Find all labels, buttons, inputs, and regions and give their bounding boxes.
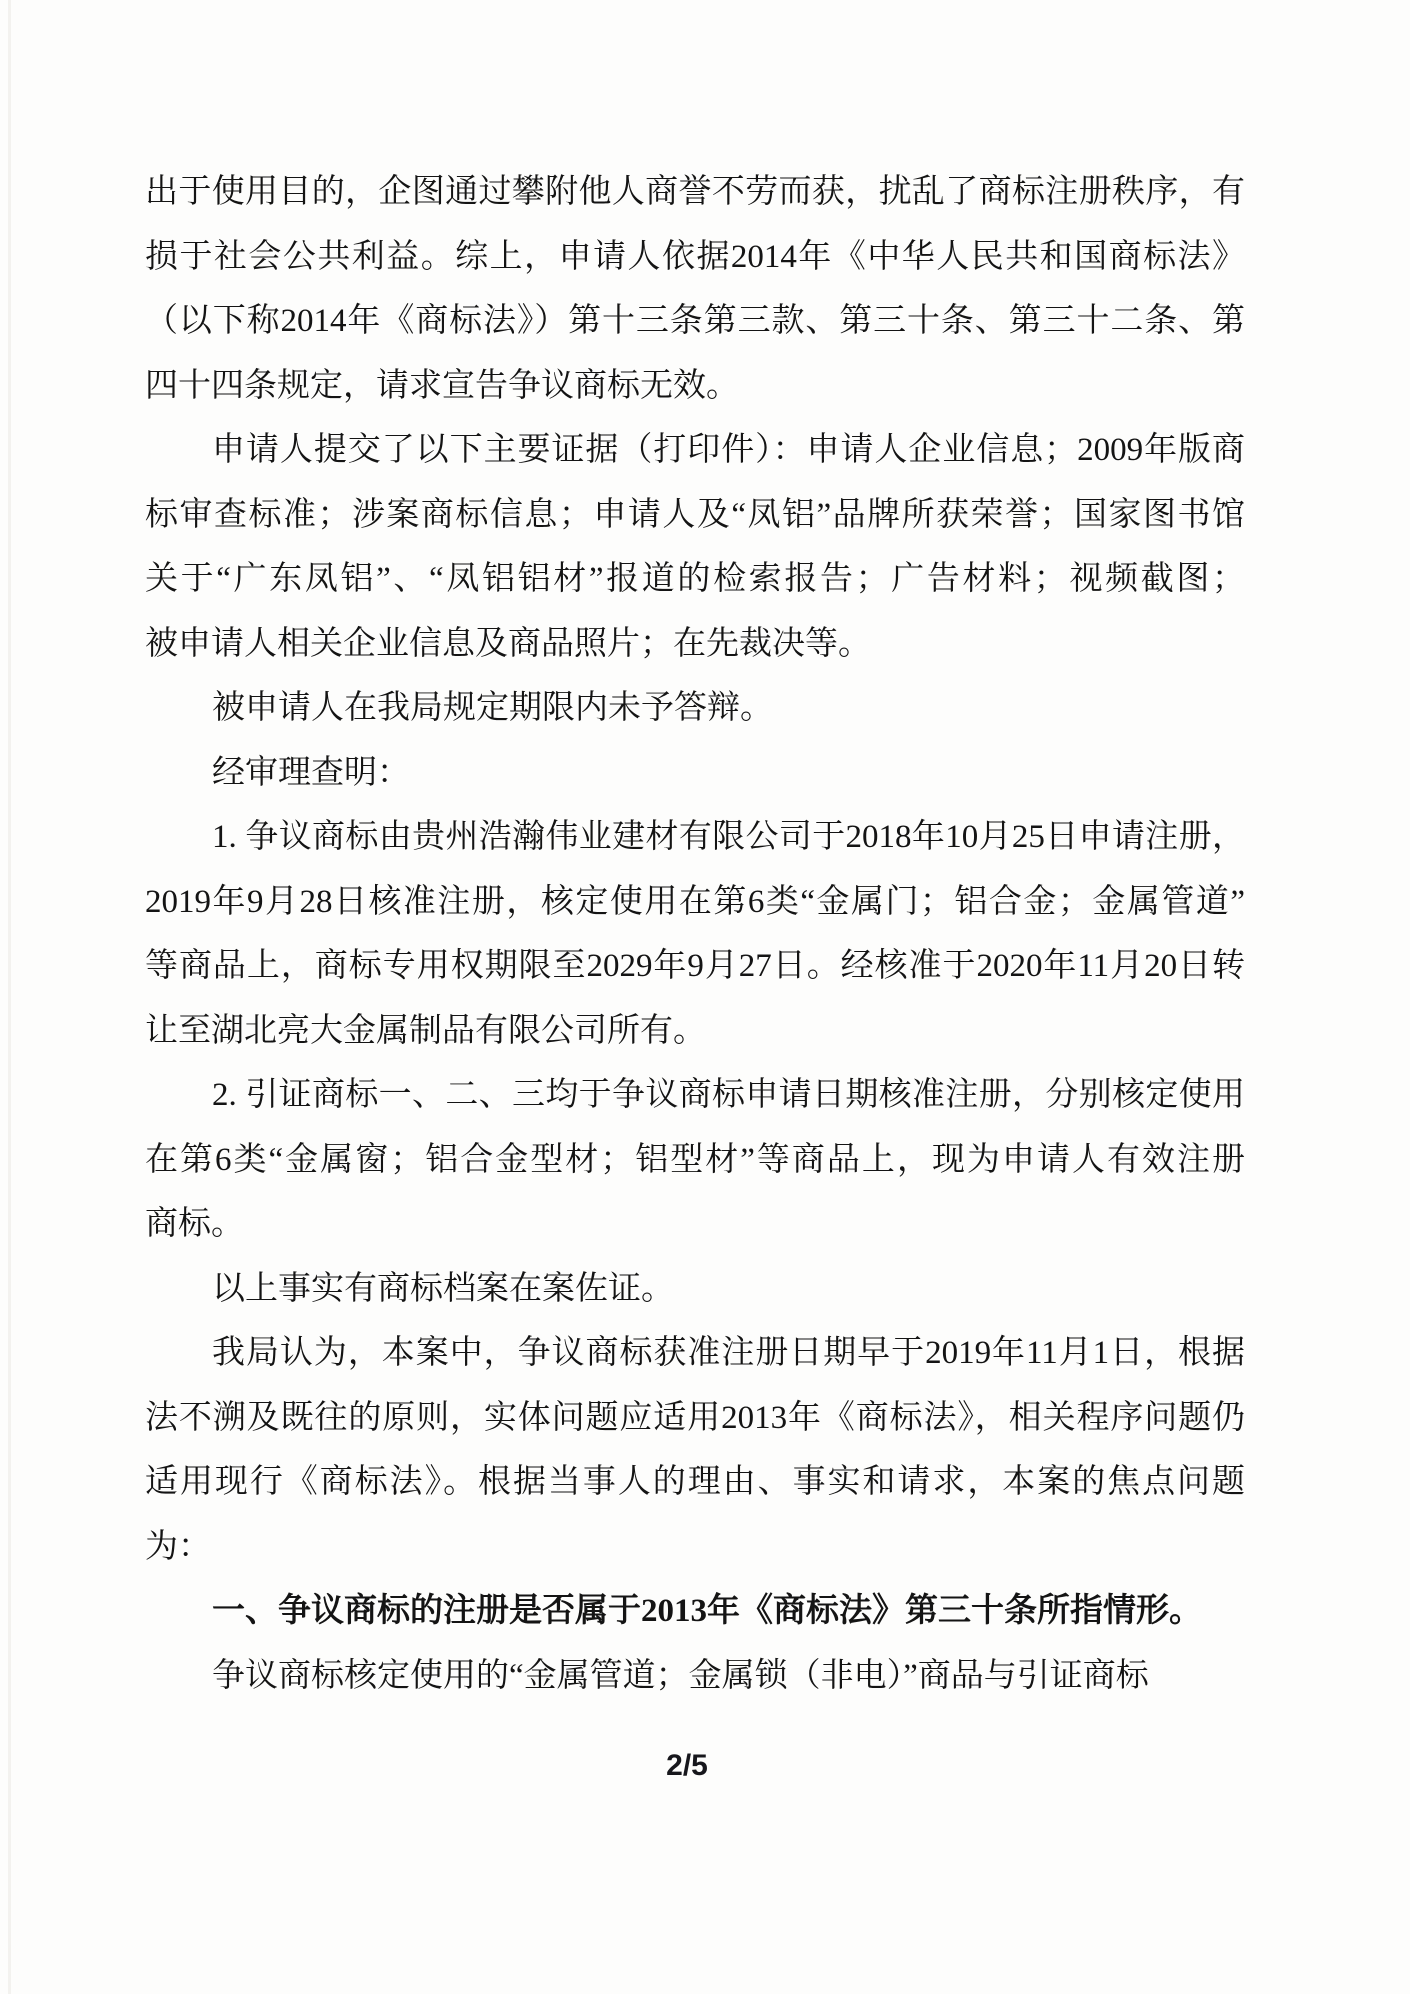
scan-edge-artifact [8, 0, 11, 1994]
document-line: 法不溯及既往的原则，实体问题应适用2013年《商标法》，相关程序问题仍 [145, 1399, 1245, 1436]
page-number: 2/5 [666, 1749, 708, 1782]
document-line: 2. 引证商标一、二、三均于争议商标申请日期核准注册，分别核定使用 [212, 1077, 1245, 1113]
document-line: 被申请人在我局规定期限内未予答辩。 [212, 690, 773, 726]
document-heading-line: 一、争议商标的注册是否属于2013年《商标法》第三十条所指情形。 [212, 1593, 1202, 1629]
document-line: 我局认为，本案中，争议商标获准注册日期早于2019年11月1日，根据 [212, 1335, 1245, 1371]
document-line: 损于社会公共利益。综上，申请人依据2014年《中华人民共和国商标法》 [145, 238, 1245, 275]
document-line: 为： [145, 1528, 211, 1565]
document-line: 经审理查明： [212, 754, 410, 791]
document-line: 1. 争议商标由贵州浩瀚伟业建材有限公司于2018年10月25日申请注册， [212, 819, 1245, 855]
document-body [145, 160, 1245, 1708]
document-line: 被申请人相关企业信息及商品照片；在先裁决等。 [145, 625, 871, 662]
document-line: 标审查标准；涉案商标信息；申请人及“凤铝”品牌所获荣誉；国家图书馆 [145, 496, 1245, 533]
document-line: 以上事实有商标档案在案佐证。 [212, 1270, 674, 1307]
document-line: 商标。 [145, 1206, 244, 1242]
document-line: 在第6类“金属窗；铝合金型材；铝型材”等商品上，现为申请人有效注册 [145, 1141, 1245, 1178]
document-line: 2019年9月28日核准注册，核定使用在第6类“金属门；铝合金；金属管道” [145, 883, 1245, 920]
document-line: 争议商标核定使用的“金属管道；金属锁（非电）”商品与引证商标 [212, 1657, 1149, 1694]
document-line: 四十四条规定，请求宣告争议商标无效。 [145, 367, 739, 404]
document-line: （以下称2014年《商标法》）第十三条第三款、第三十条、第三十二条、第 [145, 303, 1245, 339]
document-line: 适用现行《商标法》。根据当事人的理由、事实和请求，本案的焦点问题 [145, 1464, 1245, 1500]
document-line: 让至湖北亮大金属制品有限公司所有。 [145, 1012, 706, 1049]
document-line: 申请人提交了以下主要证据（打印件）：申请人企业信息；2009年版商 [212, 432, 1245, 468]
document-line: 出于使用目的，企图通过攀附他人商誉不劳而获，扰乱了商标注册秩序，有 [145, 174, 1245, 210]
document-line: 等商品上，商标专用权期限至2029年9月27日。经核准于2020年11月20日转 [145, 948, 1245, 984]
document-line: 关于“广东凤铝”、“凤铝铝材”报道的检索报告；广告材料；视频截图； [145, 561, 1245, 597]
